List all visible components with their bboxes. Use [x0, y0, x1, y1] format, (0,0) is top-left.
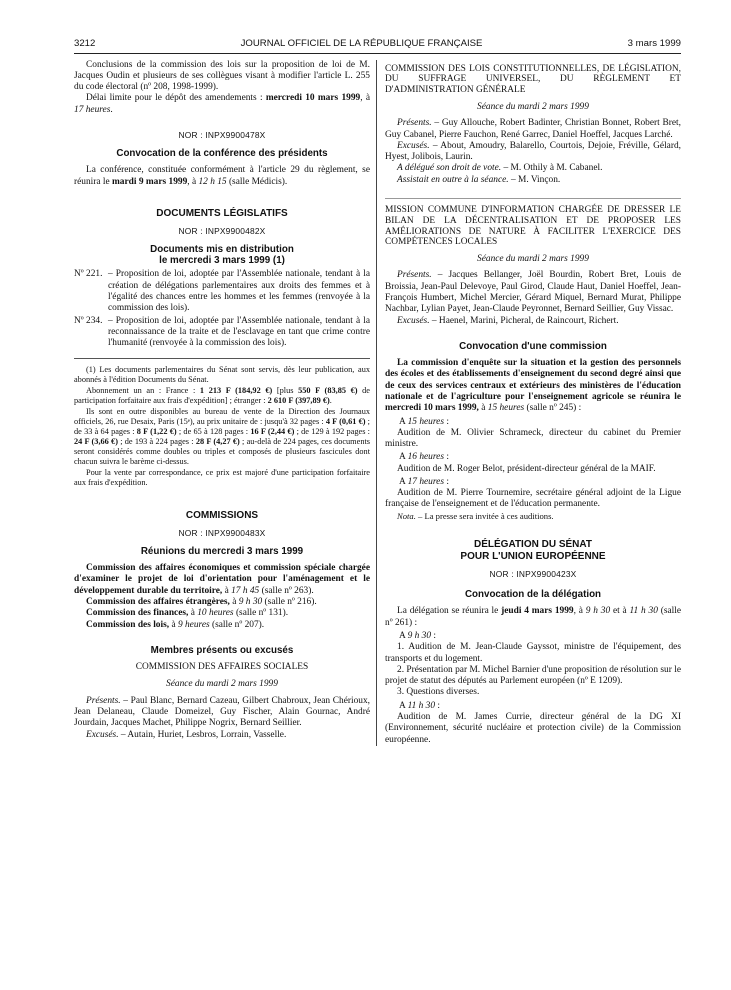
- presents-list: Présents. – Paul Blanc, Bernard Cazeau, Gilbert Chabroux, Jean Chérioux, Jean Delaneau, Claude Domeizel, Guy Fischer, Alain Gournac, André Jourdain, Jacques Machet, Philippe Nogrix, Bernard Seillier.: [74, 695, 370, 729]
- left-column: [74, 60, 376, 746]
- excuses-list: Excusés. – Haenel, Marini, Picheral, de Raincourt, Richert.: [397, 315, 619, 326]
- right-column: [376, 60, 681, 746]
- document-item: Nº 234. – Proposition de loi, adoptée par l'Assemblée nationale, tendant à la reconnaissance de la traite et de l'esclavage en tant que crime contre l'humanité (renvoyée à la commission des lois).: [74, 315, 370, 349]
- agenda-item: Audition de M. James Currie, directeur général de la DG XI (Environnement, sécurité nucléaire et protection civile) de la Commission européenne.: [385, 711, 681, 745]
- delegation-paragraph: La délégation se réunira le jeudi 4 mars 1999, à 9 h 30 et à 11 h 30 (salle nº 261) :: [385, 606, 682, 628]
- journal-title: JOURNAL OFFICIEL DE LA RÉPUBLIQUE FRANÇAISE: [240, 38, 483, 49]
- amendment-deadline: Délai limite pour le dépôt des amendements : mercredi 10 mars 1999, à 17 heures.: [74, 93, 370, 115]
- presents-list: Présents. – Guy Allouche, Robert Badinter, Christian Bonnet, Robert Bret, Guy Cabanel, Pierre Fauchon, René Garrec, Daniel Hoeffel, Jacques Larché.: [385, 118, 681, 140]
- session-date: Séance du mardi 2 mars 1999: [477, 254, 589, 265]
- commission-lois-title: COMMISSION DES LOIS CONSTITUTIONNELLES, DE LÉGISLATION, DU SUFFRAGE UNIVERSEL, DU RÈGLEMENT ET D'ADMINISTRATION GÉNÉRALE: [385, 63, 681, 96]
- section-title-commissions: COMMISSIONS: [185, 509, 259, 521]
- excuses-list: Excusés. – About, Amoudry, Balarello, Courtois, Dejoie, Fréville, Gélard, Hyest, Jolibois, Laurin.: [385, 140, 681, 163]
- delegation-title: DÉLÉGATION DU SÉNAT POUR L'UNION EUROPÉENNE: [460, 539, 606, 563]
- delegated-vote: A délégué son droit de vote. – M. Othily à M. Cabanel.: [397, 163, 603, 174]
- meeting-line: Commission des affaires étrangères, à 9 h 30 (salle nº 216).: [86, 597, 317, 608]
- hour-heading: A 15 heures :: [399, 416, 449, 427]
- members-title: Membres présents ou excusés: [150, 644, 294, 656]
- documents-subtitle: Documents mis en distribution le mercredi 3 mars 1999 (1): [150, 243, 294, 267]
- agenda-item: 3. Questions diverses.: [397, 687, 480, 698]
- footnote: (1) Les documents parlementaires du Sénat sont servis, dès leur publication, aux abonnés à l'édition Documents du Sénat. Abonnement un an : France : 1 213 F (184,92 €) [plus 550 F (83,85 €) de participation forfaitaire aux frais d'expédition] ; étranger : 2 610 F (397,89 €). Ils sont en outre disponibles au bureau de vente de la Direction des Journaux officiels, 26, rue Desaix, Paris (15ᵉ), au prix unitaire de : jusqu'à 32 pages : 4 F (0,61 €) ; de 33 à 64 pages : 8 F (1,22 €) ; de 65 à 128 pages : 16 F (2,44 €) ; de 129 à 192 pages : 24 F (3,66 €) ; de 193 à 224 pages : 28 F (4,27 €) ; au-delà de 224 pages, ces documents seront considérés comme doubles ou triples et composés de plusieurs fascicules dont chacun suivra le barème ci-dessus. Pour la vente par correspondance, ce prix est majoré d'une participation forfaitaire aux frais d'expédition.: [74, 358, 370, 487]
- meeting-line: Commission des finances, à 10 heures (salle nº 131).: [86, 608, 289, 619]
- hour-heading: A 9 h 30 :: [399, 630, 436, 641]
- nor-reference: NOR : INPX9900423X: [489, 569, 577, 580]
- page-number: 3212: [74, 38, 96, 49]
- hour-heading: A 17 heures :: [399, 476, 449, 487]
- audition-item: Audition de M. Pierre Tournemire, secrétaire général adjoint de la Ligue française de l'enseignement et de l'éducation permanente.: [385, 488, 681, 510]
- hour-heading: A 11 h 30 :: [399, 700, 440, 711]
- intro-paragraph: Conclusions de la commission des lois sur la proposition de loi de M. Jacques Oudin et plusieurs de ses collègues visant à modifier l'article L. 255 du code électoral (nº 208, 1998-1999).: [74, 59, 370, 93]
- conference-paragraph: La conférence, constituée conformément à l'article 29 du règlement, se réunira le mardi 9 mars 1999, à 12 h 15 (salle Médicis).: [74, 165, 370, 187]
- press-note: Nota. – La presse sera invitée à ces auditions.: [397, 510, 554, 521]
- nor-reference: NOR : INPX9900483X: [178, 527, 266, 538]
- nor-reference: NOR : INPX9900478X: [178, 129, 266, 140]
- convocation-paragraph: La commission d'enquête sur la situation et la gestion des personnels des écoles et des établissements d'enseignement du second degré ainsi que de ceux des services centraux et extérieurs des ministères de l'éducation nationale et de l'agriculture pour l'enseignement agricole se réunira le mercredi 10 mars 1999, à 15 heures (salle nº 245) :: [385, 358, 681, 414]
- document-item: Nº 221. – Proposition de loi, adoptée par l'Assemblée nationale, tendant à la création de délégations parlementaires aux droits des femmes et à l'égalité des chances entre les hommes et les femmes (renvoyée à la commission des lois).: [74, 269, 370, 314]
- two-column-body: [74, 60, 681, 746]
- section-title-documents: DOCUMENTS LÉGISLATIFS: [156, 207, 288, 219]
- page-header: [74, 38, 681, 54]
- delegation-subtitle: Convocation de la délégation: [464, 589, 602, 601]
- audition-item: Audition de M. Roger Belot, président-directeur général de la MAIF.: [397, 463, 656, 474]
- convocation-commission-title: Convocation d'une commission: [459, 340, 607, 352]
- meeting-line: Commission des lois, à 9 heures (salle nº 207).: [86, 619, 265, 630]
- presents-list: Présents. – Jacques Bellanger, Joël Bourdin, Robert Bret, Louis de Broissia, Jean-Paul Delevoye, Paul Girod, Claude Haut, Daniel Hoeffel, Jean-François Humbert, Michel Mercier, Gérard Miquel, Bernard Murat, Philippe Nachbar, Lylian Payet, Jean-Claude Peyronnet, Bernard Seillier, Guy Vissac.: [385, 270, 681, 315]
- nor-reference: NOR : INPX9900482X: [178, 225, 266, 236]
- commissions-subtitle: Réunions du mercredi 3 mars 1999: [140, 545, 304, 557]
- commission-name: COMMISSION DES AFFAIRES SOCIALES: [135, 662, 309, 673]
- audition-item: Audition de M. Olivier Schrameck, directeur du cabinet du Premier ministre.: [385, 427, 681, 450]
- excuses-list: Excusés. – Autain, Huriet, Lesbros, Lorrain, Vasselle.: [86, 729, 287, 740]
- agenda-item: 2. Présentation par M. Michel Barnier d'une proposition de résolution sur le projet de statut des députés au Parlement européen (nº E 1209).: [385, 664, 681, 687]
- hour-heading: A 16 heures :: [399, 452, 449, 463]
- session-date: Séance du mardi 2 mars 1999: [166, 679, 278, 690]
- also-attended: Assistait en outre à la séance. – M. Vinçon.: [397, 174, 561, 185]
- section-title-conference: Convocation de la conférence des présidents: [116, 147, 328, 159]
- meeting-line: Commission des affaires économiques et commission spéciale chargée d'examiner le projet de loi d'orientation pour l'aménagement et le développement durable du territoire, à 17 h 45 (salle nº 263).: [74, 563, 370, 596]
- agenda-item: 1. Audition de M. Jean-Claude Gayssot, ministre de l'équipement, des transports et du logement.: [385, 642, 681, 664]
- session-date: Séance du mardi 2 mars 1999: [477, 101, 589, 112]
- mission-title: MISSION COMMUNE D'INFORMATION CHARGÉE DE DRESSER LE BILAN DE LA DÉCENTRALISATION ET DE PROPOSER LES AMÉLIORATIONS DE NATURE À FACILITER L'EXERCICE DES COMPÉTENCES LOCALES: [385, 198, 681, 248]
- issue-date: 3 mars 1999: [627, 38, 681, 49]
